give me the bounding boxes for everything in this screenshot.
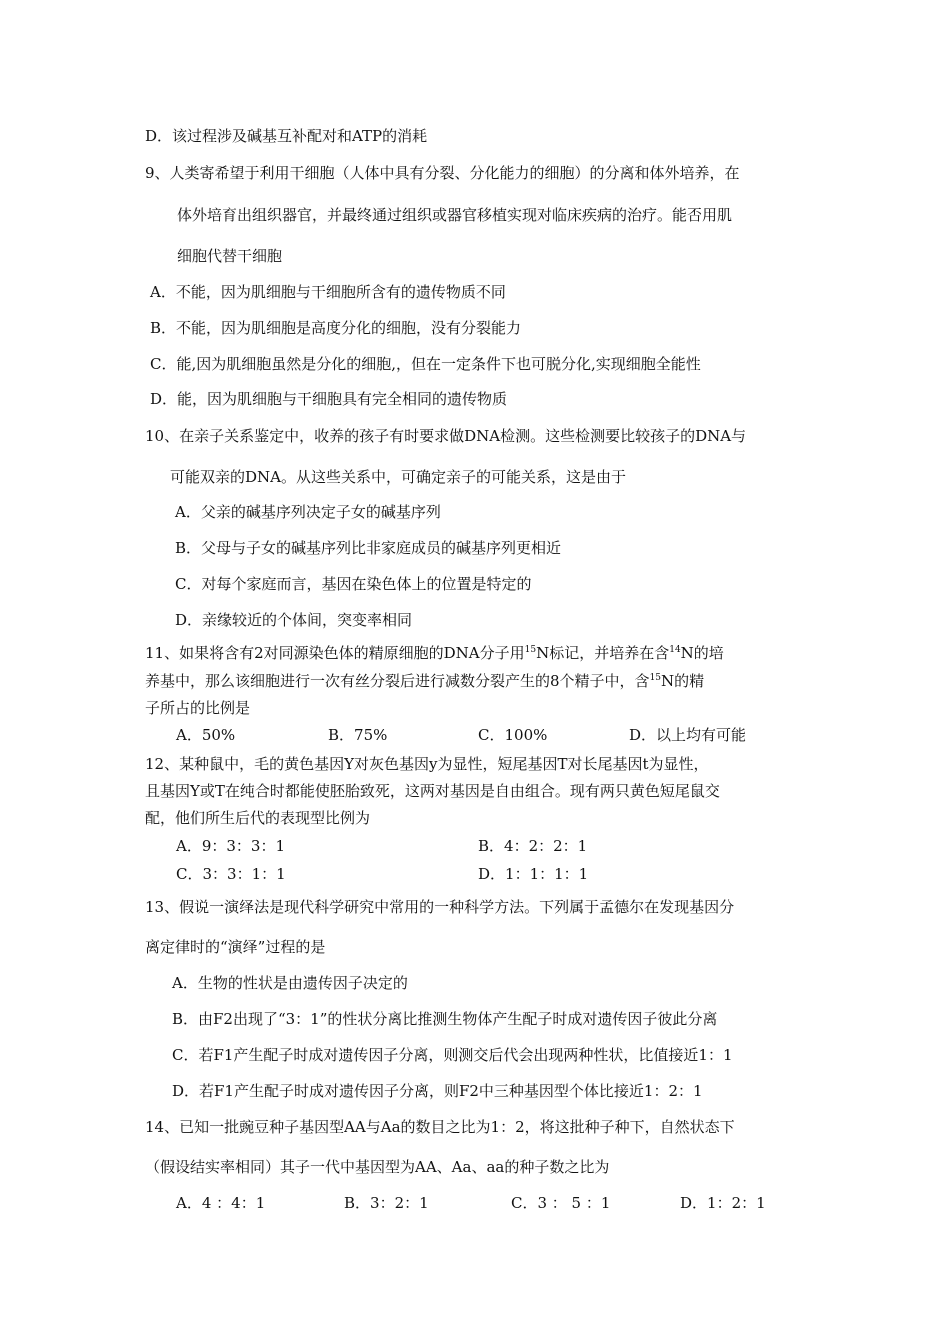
q13-option-a: A．生物的性状是由遗传因子决定的: [172, 974, 408, 992]
q12-option-b: B．4：2：2：1: [478, 837, 588, 855]
q11-superscript-15-b: 15: [649, 673, 662, 683]
q11-stem-text-c: N的培: [680, 644, 724, 662]
q9-stem-line-2: 体外培育出组织器官，并最终通过组织或器官移植实现对临床疾病的治疗。能否用肌: [177, 206, 733, 224]
q9-option-d: D．能，因为肌细胞与干细胞具有完全相同的遗传物质: [150, 390, 508, 408]
q11-stem2-text-a: 养基中，那么该细胞进行一次有丝分裂后进行减数分裂产生的8个精子中，含: [145, 672, 650, 690]
q9-option-b: B．不能，因为肌细胞是高度分化的细胞，没有分裂能力: [150, 319, 522, 337]
q13-option-c: C．若F1产生配子时成对遗传因子分离，则测交后代会出现两种性状，比值接近1：1: [172, 1046, 733, 1064]
q10-stem-line-2: 可能双亲的DNA。从这些关系中，可确定亲子的可能关系，这是由于: [170, 468, 626, 486]
q9-option-c: C．能,因为肌细胞虽然是分化的细胞,，但在一定条件下也可脱分化,实现细胞全能性: [150, 355, 701, 373]
q11-superscript-14: 14: [669, 645, 681, 655]
q9-stem-line-1: 9、人类寄希望于利用干细胞（人体中具有分裂、分化能力的细胞）的分离和体外培养，在: [145, 164, 740, 182]
q11-stem-line-1: [145, 643, 724, 663]
q11-option-a: A．50%: [176, 726, 236, 744]
q12-option-a: A．9：3：3：1: [176, 837, 286, 855]
q12-stem-line-1: 12、某种鼠中，毛的黄色基因Y对灰色基因y为显性，短尾基因T对长尾基因t为显性，: [145, 755, 709, 773]
q11-stem-text-b: N标记，并培养在含: [536, 644, 670, 662]
q11-superscript-15: 15: [524, 645, 537, 655]
q13-option-d: D．若F1产生配子时成对遗传因子分离，则F2中三种基因型个体比接近1：2：1: [172, 1082, 703, 1100]
q10-option-c: C．对每个家庭而言，基因在染色体上的位置是特定的: [175, 575, 532, 593]
q14-stem-line-1: 14、已知一批豌豆种子基因型AA与Aa的数目之比为1：2，将这批种子种下，自然状态下: [145, 1118, 735, 1136]
q12-stem-line-2: 且基因Y或T在纯合时都能使胚胎致死，这两对基因是自由组合。现有两只黄色短尾鼠交: [145, 782, 720, 800]
q11-stem-line-2: [145, 671, 704, 691]
q10-option-d: D．亲缘较近的个体间，突变率相同: [175, 611, 413, 629]
q14-stem-line-2: （假设结实率相同）其子一代中基因型为AA、Aa、aa的种子数之比为: [145, 1158, 610, 1176]
q13-option-b: B．由F2出现了“3：1”的性状分离比推测生物体产生配子时成对遗传因子彼此分离: [172, 1010, 718, 1028]
q11-stem-text-a: 11、如果将含有2对同源染色体的精原细胞的DNA分子用: [145, 644, 525, 662]
q13-stem-line-1: 13、假说一演绎法是现代科学研究中常用的一种科学方法。下列属于孟德尔在发现基因分: [145, 898, 735, 916]
q14-option-a: A．4 ：4：1: [176, 1194, 266, 1212]
q12-option-c: C．3：3：1：1: [176, 865, 286, 883]
q10-option-a: A．父亲的碱基序列决定子女的碱基序列: [175, 503, 441, 521]
q9-option-a: A．不能，因为肌细胞与干细胞所含有的遗传物质不同: [150, 283, 506, 301]
q13-stem-line-2: 离定律时的“演绎”过程的是: [145, 938, 326, 956]
q10-option-b: B．父母与子女的碱基序列比非家庭成员的碱基序列更相近: [175, 539, 562, 557]
q14-option-c: C．3 ： 5 ：1: [511, 1194, 611, 1212]
q11-stem2-text-b: N的精: [661, 672, 705, 690]
q11-option-b: B．75%: [328, 726, 388, 744]
q11-stem-line-3: 子所占的比例是: [145, 699, 251, 717]
q11-option-c: C．100%: [478, 726, 548, 744]
q10-stem-line-1: 10、在亲子关系鉴定中，收养的孩子有时要求做DNA检测。这些检测要比较孩子的DNA与: [145, 427, 747, 445]
q14-option-b: B．3：2：1: [344, 1194, 429, 1212]
q14-option-d: D．1：2：1: [680, 1194, 766, 1212]
q12-stem-line-3: 配，他们所生后代的表现型比例为: [145, 809, 371, 827]
q9-stem-line-3: 细胞代替干细胞: [177, 247, 283, 265]
q12-option-d: D．1：1：1：1: [478, 865, 589, 883]
q8-option-d: D．该过程涉及碱基互补配对和ATP的消耗: [145, 127, 428, 145]
q11-option-d: D．以上均有可能: [629, 726, 747, 744]
